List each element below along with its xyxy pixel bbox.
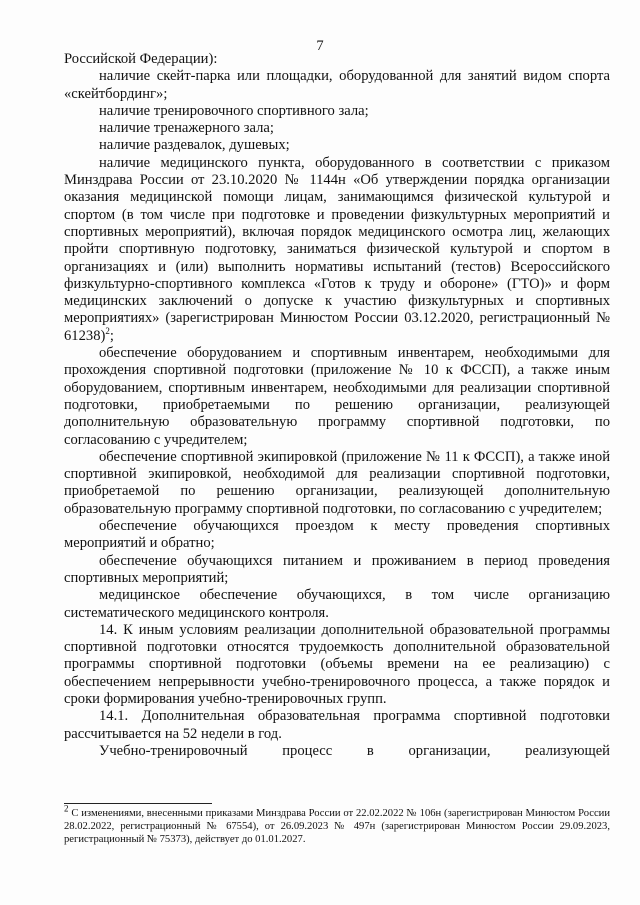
footnote-separator — [64, 803, 212, 804]
footnote-mark: 2 — [64, 803, 69, 814]
paragraph: наличие раздевалок, душевых; — [99, 137, 290, 154]
paragraph: наличие тренажерного зала; — [99, 120, 274, 137]
paragraph: наличие тренировочного спортивного зала; — [99, 102, 369, 119]
paragraph: 14.1. Дополнительная образовательная программа спортивной подготовки рассчитывается на 52 недели в год. — [64, 708, 610, 742]
footnote-text: С изменениями, внесенными приказами Минздрава России от 22.02.2022 № 106н (зарегистрирован Минюстом России 28.02.2022, регистрационный № 67554), от 26.09.2023 № 497н (зарегистрирован Минюстом России 29.09.2023, регистрационный № 75373), действует до 01.01.2027. — [64, 808, 610, 845]
paragraph: обеспечение обучающихся проездом к месту проведения спортивных мероприятий и обратно; — [64, 518, 610, 552]
paragraph: наличие медицинского пункта, оборудованного в соответствии с приказом Минздрава России от 23.10.2020 № 1144н «Об утверждении порядка организации оказания медицинской помощи лицам, занимающимся физической культурой и спортом (в том числе при подготовке и проведении физкультурных мероприятий и спортивных мероприятий), включая порядок медицинского осмотра лиц, желающих пройти спортивную подготовку, заниматься физической культурой и спортом в организациях и (или) выполнить нормативы испытаний (тестов) Всероссийского физкультурно-спортивного комплекса «Готов к труду и обороне» (ГТО)» и форм медицинских заключений о допуске к участию физкультурных и спортивных мероприятиях» (зарегистрирован Минюстом России 03.12.2020, регистрационный № 61238)$^2$; — [64, 154, 610, 344]
paragraph: 14. К иным условиям реализации дополнительной образовательной программы спортивной подготовки относятся трудоемкость дополнительной образовательной программы спортивной подготовки (объемы времени на ее реализацию) с обеспечением непрерывности учебно-тренировочного процесса, а также порядок и сроки формирования учебно-тренировочных групп. — [64, 621, 610, 707]
paragraph: Учебно-тренировочный процесс в организации, реализующей — [99, 742, 610, 759]
document-body — [64, 51, 610, 760]
paragraph: медицинское обеспечение обучающихся, в том числе организацию систематического медицинского контроля. — [64, 587, 610, 621]
paragraph: Российской Федерации): — [64, 51, 218, 67]
paragraph: наличие скейт-парка или площадки, оборудованной для занятий видом спорта «скейтбординг»; — [64, 68, 610, 102]
paragraph: обеспечение спортивной экипировкой (приложение № 11 к ФССП), а также иной спортивной экипировкой, необходимой для реализации спортивной подготовки, приобретаемой по решению организации, реализующей дополнительную образовательную программу спортивной подготовки, по согласованию с учредителем; — [64, 448, 610, 517]
page-number: 7 — [316, 38, 324, 54]
footnote-ref: 2 — [105, 325, 110, 336]
paragraph: обеспечение оборудованием и спортивным инвентарем, необходимыми для прохождения спортивной подготовки (приложение № 10 к ФССП), а также иным оборудованием, спортивным инвентарем, необходимыми для реализации спортивной подготовки, приобретаемыми по решению организации, реализующей дополнительную образовательную программу спортивной подготовки, по согласованию с учредителем; — [64, 345, 610, 448]
paragraph: обеспечение обучающихся питанием и проживанием в период проведения спортивных мероприятий; — [64, 552, 610, 586]
footnote — [64, 803, 610, 846]
